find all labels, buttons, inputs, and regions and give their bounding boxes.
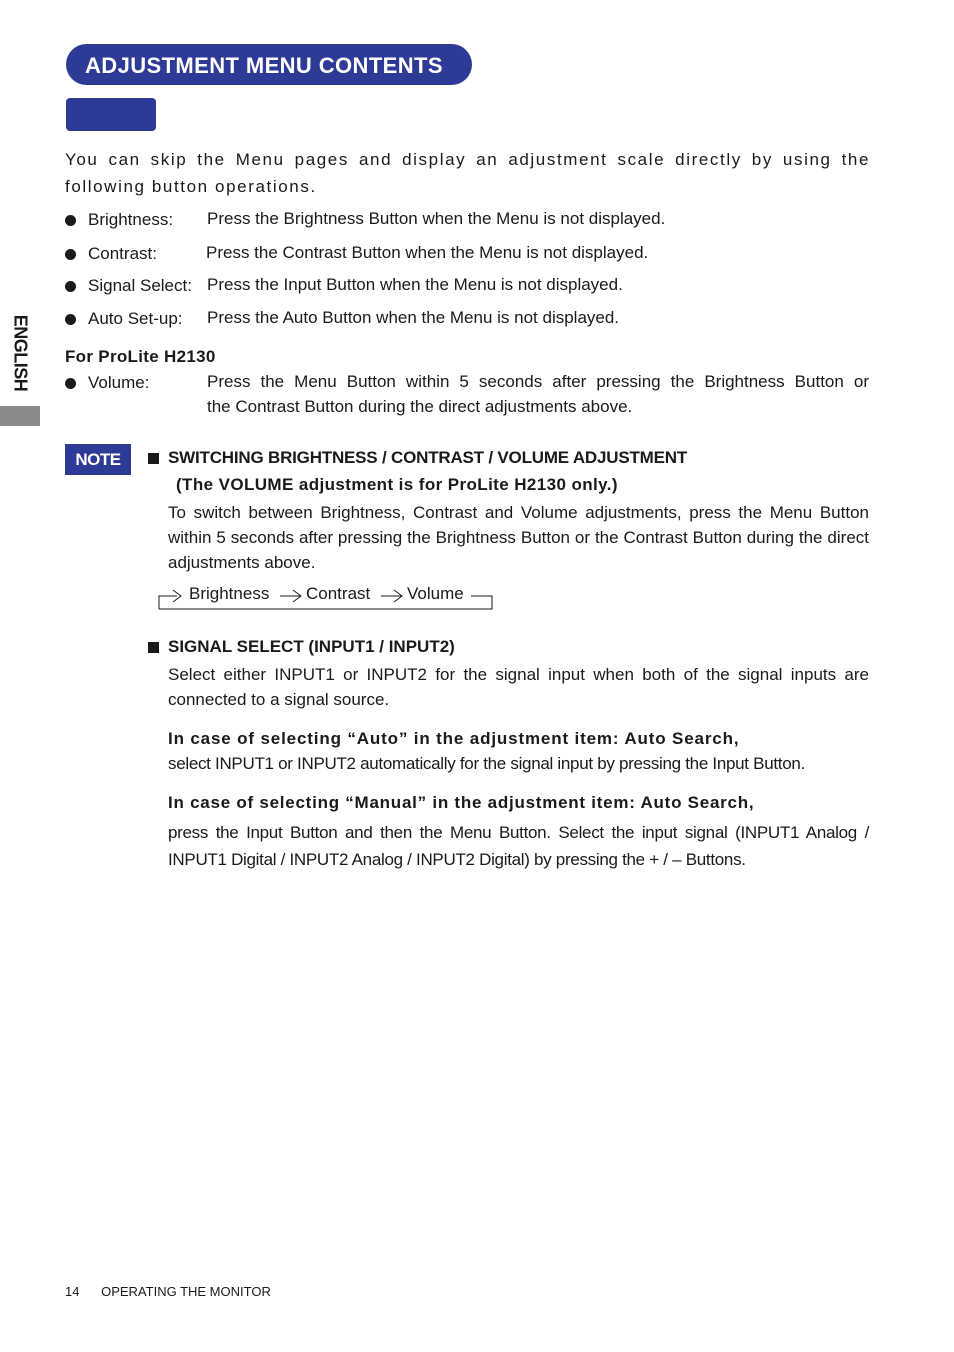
bullet-dot-icon — [65, 249, 76, 260]
signal-select-title: SIGNAL SELECT (INPUT1 / INPUT2) — [168, 637, 455, 656]
item-description: Press the Auto Button when the Menu is not displayed. — [207, 308, 620, 327]
signal-select-body: Select either INPUT1 or INPUT2 for the signal input when both of the signal inputs are connected to a signal source. — [168, 665, 869, 709]
page-number: 14 — [65, 1284, 80, 1299]
item-description: Press the Input Button when the Menu is not displayed. — [207, 275, 623, 294]
list-item-signal-select — [65, 275, 192, 297]
list-item-contrast — [65, 243, 157, 265]
side-tab-marker — [0, 406, 40, 426]
flow-step-contrast: Contrast — [306, 584, 371, 603]
list-item-brightness — [65, 209, 173, 231]
auto-search-auto-body: select INPUT1 or INPUT2 automatically for the signal input by pressing the Input Button. — [168, 754, 805, 773]
auto-search-auto-heading: In case of selecting “Auto” in the adjustment item: Auto Search, — [168, 729, 740, 748]
item-description: Press the Brightness Button when the Menu is not displayed. — [207, 209, 666, 228]
bullet-dot-icon — [65, 378, 76, 389]
language-label: ENGLISH — [10, 314, 31, 392]
note-section-subtitle: (The VOLUME adjustment is for ProLite H2130 only.) — [176, 475, 618, 494]
volume-description-line1: Press the Menu Button within 5 seconds after pressing the Brightness Button or — [207, 372, 869, 391]
cycle-line-left — [159, 596, 177, 609]
flow-step-brightness: Brightness — [189, 584, 270, 603]
note-label: NOTE — [65, 444, 131, 475]
square-bullet-icon — [148, 642, 159, 653]
note-section-title: SWITCHING BRIGHTNESS / CONTRAST / VOLUME ADJUSTMENT — [168, 448, 688, 467]
section-title: ADJUSTMENT MENU CONTENTS — [85, 53, 443, 78]
volume-description-line2: the Contrast Button during the direct adjustments above. — [207, 397, 633, 416]
item-term: Signal Select: — [88, 276, 192, 295]
note-section-body: To switch between Brightness, Contrast and Volume adjustments, press the Menu Button within 5 seconds after pressing the Brightness Button or the Contrast Button during the direct adjustments above. — [168, 503, 869, 572]
item-term: Brightness: — [88, 210, 174, 229]
section-marker-block — [66, 98, 156, 131]
item-term: Volume: — [88, 373, 150, 392]
item-term: Auto Set-up: — [88, 309, 183, 328]
bullet-dot-icon — [65, 314, 76, 325]
language-side-tab — [0, 300, 40, 426]
prolite-heading: For ProLite H2130 — [65, 347, 216, 366]
bullet-dot-icon — [65, 215, 76, 226]
arrow-right-icon — [381, 590, 402, 602]
bullet-dot-icon — [65, 281, 76, 292]
arrow-right-icon — [280, 590, 301, 602]
footer-section-title: OPERATING THE MONITOR — [101, 1284, 271, 1299]
page-footer — [65, 1284, 289, 1299]
intro-paragraph: You can skip the Menu pages and display an adjustment scale directly by using the following button operations. — [65, 150, 870, 196]
auto-search-manual-heading: In case of selecting “Manual” in the adjustment item: Auto Search, — [168, 793, 755, 812]
section-title-banner — [66, 44, 472, 85]
item-term: Contrast: — [88, 244, 157, 263]
auto-search-manual-body: press the Input Button and then the Menu Button. Select the input signal (INPUT1 Analog / INPUT1 Digital / INPUT2 Analog / INPUT2 Digital) by pressing the + / – Buttons. — [168, 823, 869, 869]
list-item-volume — [65, 372, 149, 394]
flow-step-volume: Volume — [407, 584, 464, 603]
square-bullet-icon — [148, 453, 159, 464]
list-item-auto-setup — [65, 308, 183, 330]
item-description: Press the Contrast Button when the Menu is not displayed. — [206, 243, 649, 262]
